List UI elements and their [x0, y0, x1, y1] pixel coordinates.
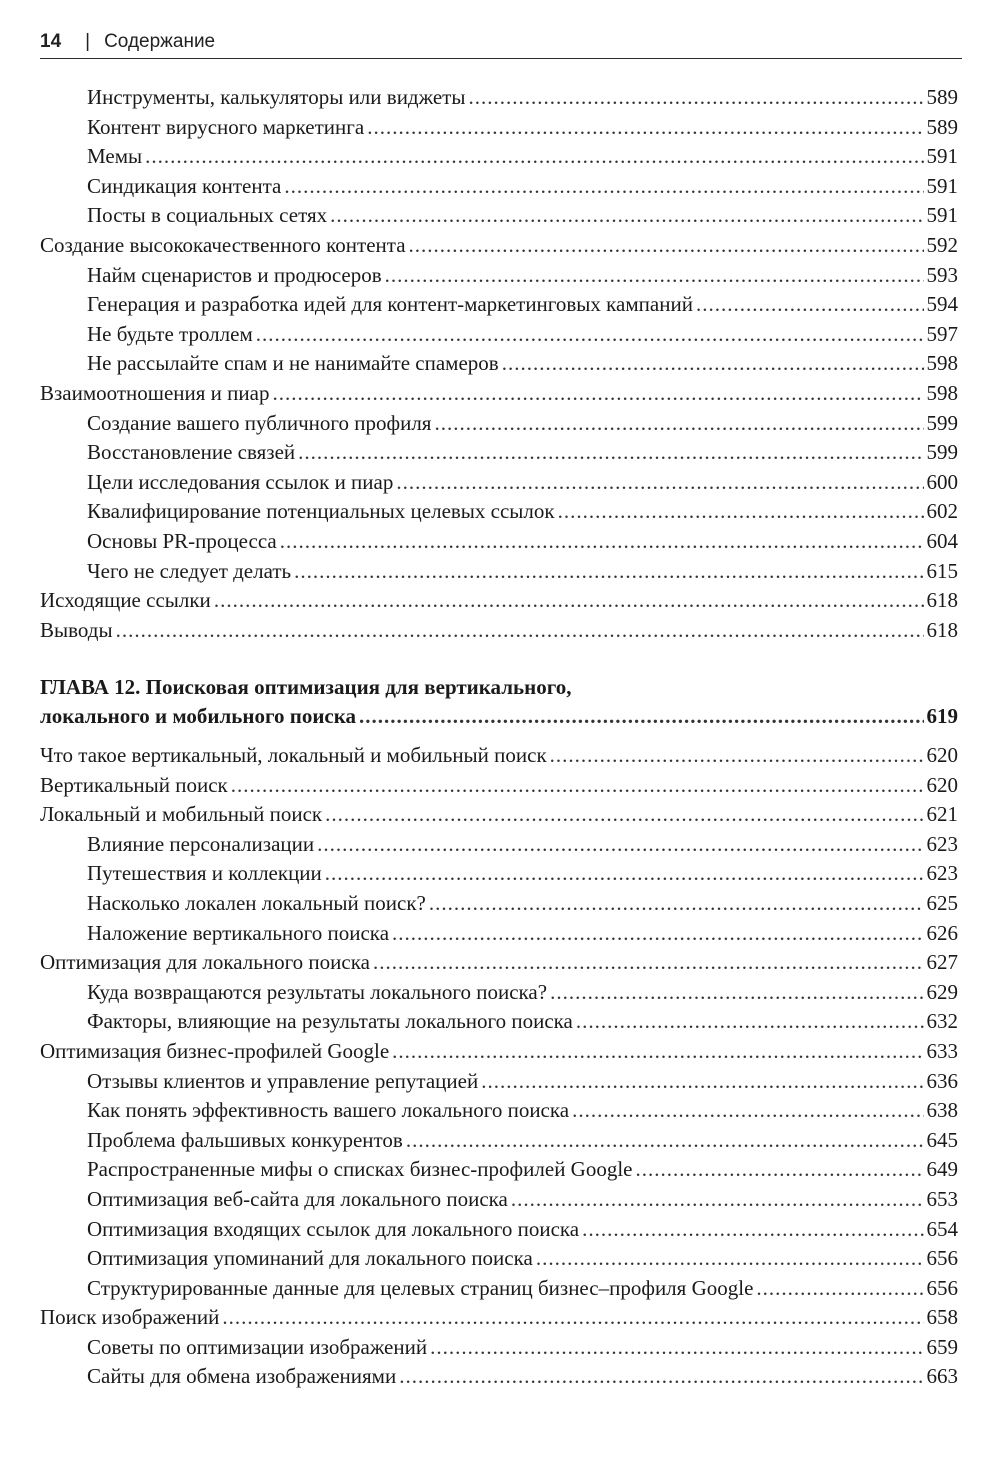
- toc-entry: [40, 438, 958, 468]
- toc-entry-title: Исходящие ссылки: [40, 588, 211, 613]
- toc-entry-page: 599: [926, 440, 958, 465]
- dot-leader: [502, 349, 924, 379]
- toc-entry: [40, 616, 958, 646]
- toc-entry-title: Найм сценаристов и продюсеров: [87, 262, 382, 287]
- toc-entry-title: Выводы: [40, 617, 113, 642]
- toc-entry-page: 598: [926, 351, 958, 376]
- toc-entry-title: Не рассылайте спам и не нанимайте спамеров: [87, 351, 499, 376]
- dot-leader: [222, 1303, 923, 1333]
- toc-entry-page: 591: [926, 144, 958, 169]
- toc-entry-page: 629: [926, 979, 958, 1004]
- toc-entry: [40, 1185, 958, 1215]
- dot-leader: [392, 919, 923, 949]
- toc-entry-title: Отзывы клиентов и управление репутацией: [87, 1068, 479, 1093]
- toc-entry-title: Проблема фальшивых конкурентов: [87, 1127, 403, 1152]
- toc-entry-page: 659: [926, 1334, 958, 1359]
- dot-leader: [317, 830, 923, 860]
- chapter-heading: [40, 673, 958, 731]
- dot-leader: [272, 379, 923, 409]
- dot-leader: [284, 172, 923, 202]
- toc-entry-page: 618: [926, 588, 958, 613]
- toc-entry-title: Распространенные мифы о списках бизнес-профилей Google: [87, 1157, 633, 1182]
- dot-leader: [325, 859, 924, 889]
- toc-entry: [40, 1244, 958, 1274]
- toc-entry-page: 633: [926, 1038, 958, 1063]
- toc-entry-title: Оптимизация упоминаний для локального поиска: [87, 1246, 533, 1271]
- toc-entry: [40, 261, 958, 291]
- toc-entry-page: 589: [926, 114, 958, 139]
- dot-leader: [116, 616, 924, 646]
- toc-entry-title: Структурированные данные для целевых страниц бизнес–профиля Google: [87, 1275, 754, 1300]
- toc-entry-page: 656: [926, 1275, 958, 1300]
- toc-entry-title: Не будьте троллем: [87, 321, 253, 346]
- dot-leader: [572, 1096, 923, 1126]
- toc-entry-page: 627: [926, 950, 958, 975]
- header-separator: |: [85, 31, 91, 52]
- toc-entry-title: Контент вирусного маркетинга: [87, 114, 365, 139]
- dot-leader: [280, 527, 924, 557]
- toc-entry-page: 602: [926, 499, 958, 524]
- toc-entry: [40, 978, 958, 1008]
- dot-leader: [636, 1155, 924, 1185]
- toc-entry-page: 656: [926, 1246, 958, 1271]
- dot-leader: [550, 741, 924, 771]
- dot-leader: [385, 261, 924, 291]
- toc-entry-title: Генерация и разработка идей для контент-маркетинговых кампаний: [87, 292, 693, 317]
- chapter-page: 619: [926, 704, 958, 728]
- toc-entry-page: 600: [926, 469, 958, 494]
- toc-entry-title: Основы PR-процесса: [87, 528, 277, 553]
- toc-entry-page: 632: [926, 1009, 958, 1034]
- toc-entry-title: Квалифицирование потенциальных целевых ссылок: [87, 499, 555, 524]
- toc-entry-page: 594: [926, 292, 958, 317]
- dot-leader: [294, 557, 923, 587]
- dot-leader: [298, 438, 923, 468]
- dot-leader: [558, 497, 924, 527]
- dot-leader: [330, 201, 923, 231]
- dot-leader: [434, 409, 923, 439]
- chapter-title-line2: локального и мобильного поиска: [40, 704, 357, 728]
- toc-entry-title: Насколько локален локальный поиск?: [87, 890, 426, 915]
- toc-entry: [40, 889, 958, 919]
- dot-leader: [145, 142, 923, 172]
- toc-entry: [40, 468, 958, 498]
- toc-entry-page: 658: [926, 1305, 958, 1330]
- dot-leader: [399, 1362, 923, 1392]
- dot-leader: [256, 320, 924, 350]
- toc-entry: [40, 800, 958, 830]
- toc-entry-page: 620: [926, 743, 958, 767]
- toc-entry: [40, 1155, 958, 1185]
- dot-leader: [696, 290, 924, 320]
- toc-entry-title: Оптимизация для локального поиска: [40, 950, 370, 975]
- toc-entry-title: Куда возвращаются результаты локального поиска?: [87, 979, 548, 1004]
- toc-entry-page: 599: [926, 410, 958, 435]
- toc-entry-page: 654: [926, 1216, 958, 1241]
- toc-entry-page: 604: [926, 528, 958, 553]
- toc-entry: [40, 586, 958, 616]
- toc-entry-title: Восстановление связей: [87, 440, 296, 465]
- dot-leader: [396, 468, 923, 498]
- toc-entry: [40, 1215, 958, 1245]
- toc-entry-title: Синдикация контента: [87, 173, 282, 198]
- toc-entry-page: 592: [926, 232, 958, 257]
- toc-entry-page: 593: [926, 262, 958, 287]
- toc-entry-page: 649: [926, 1157, 958, 1182]
- toc-entry: [40, 1067, 958, 1097]
- dot-leader: [392, 1037, 923, 1067]
- dot-leader: [430, 1333, 923, 1363]
- toc-entry: [40, 290, 958, 320]
- dot-leader: [582, 1215, 923, 1245]
- toc-entry: [40, 1274, 958, 1304]
- toc-entry-title: Сайты для обмена изображениями: [87, 1364, 397, 1389]
- dot-leader: [576, 1007, 924, 1037]
- toc-entry-page: 598: [926, 380, 958, 405]
- toc-entry-page: 591: [926, 203, 958, 228]
- toc-entry: [40, 142, 958, 172]
- dot-leader: [468, 83, 923, 113]
- toc-entry: [40, 409, 958, 439]
- toc-entry: [40, 948, 958, 978]
- toc-entry-title: Советы по оптимизации изображений: [87, 1334, 428, 1359]
- toc-entry-title: Цели исследования ссылок и пиар: [87, 469, 394, 494]
- toc-entry-title: Вертикальный поиск: [40, 772, 228, 797]
- toc-list-part1: [40, 83, 958, 645]
- toc-entry: [40, 741, 958, 771]
- toc-entry: [40, 557, 958, 587]
- toc-entry-page: 620: [926, 772, 958, 797]
- dot-leader: [214, 586, 924, 616]
- dot-leader: [429, 889, 924, 919]
- toc-entry: [40, 349, 958, 379]
- toc-entry-title: Инструменты, калькуляторы или виджеты: [87, 85, 466, 109]
- toc-entry-title: Путешествия и коллекции: [87, 861, 322, 886]
- toc-entry-page: 625: [926, 890, 958, 915]
- toc-entry: [40, 1007, 958, 1037]
- running-header: [40, 28, 962, 59]
- toc-entry: [40, 1037, 958, 1067]
- toc-entry-page: 623: [926, 861, 958, 886]
- dot-leader: [550, 978, 923, 1008]
- toc-entry-page: 621: [926, 802, 958, 827]
- toc-entry-title: Что такое вертикальный, локальный и мобильный поиск: [40, 743, 547, 767]
- toc-entry: [40, 527, 958, 557]
- toc-entry: [40, 771, 958, 801]
- dot-leader: [481, 1067, 923, 1097]
- dot-leader: [409, 231, 924, 261]
- toc-entry: [40, 320, 958, 350]
- toc-entry-page: 615: [926, 558, 958, 583]
- chapter-title-line2-row: [40, 702, 958, 731]
- toc-entry-title: Локальный и мобильный поиск: [40, 802, 323, 827]
- chapter-title-line1: ГЛАВА 12. Поисковая оптимизация для вертикального,: [40, 675, 572, 699]
- toc-entry: [40, 201, 958, 231]
- toc-entry: [40, 231, 958, 261]
- dot-leader: [367, 113, 923, 143]
- toc-entry: [40, 859, 958, 889]
- toc-entry-title: Наложение вертикального поиска: [87, 920, 390, 945]
- toc-entry-title: Взаимоотношения и пиар: [40, 380, 270, 405]
- toc-entry-title: Посты в социальных сетях: [87, 203, 328, 228]
- toc-entry-page: 626: [926, 920, 958, 945]
- dot-leader: [373, 948, 924, 978]
- toc-entry-page: 597: [926, 321, 958, 346]
- dot-leader: [231, 771, 924, 801]
- dot-leader: [359, 702, 923, 731]
- toc-entry-title: Как понять эффективность вашего локального поиска: [87, 1098, 570, 1123]
- toc-entry-page: 638: [926, 1098, 958, 1123]
- toc-entry-title: Чего не следует делать: [87, 558, 292, 583]
- toc-entry-page: 618: [926, 617, 958, 642]
- toc-entry: [40, 1303, 958, 1333]
- dot-leader: [325, 800, 923, 830]
- dot-leader: [511, 1185, 924, 1215]
- toc-entry-title: Оптимизация веб-сайта для локального поиска: [87, 1186, 508, 1211]
- toc-entry: [40, 172, 958, 202]
- toc-entry: [40, 1333, 958, 1363]
- toc-entry-title: Влияние персонализации: [87, 831, 315, 856]
- toc-entry: [40, 919, 958, 949]
- dot-leader: [756, 1274, 923, 1304]
- toc-entry-page: 663: [926, 1364, 958, 1389]
- toc-entry-title: Мемы: [87, 144, 143, 169]
- toc-entry: [40, 830, 958, 860]
- toc-entry: [40, 83, 958, 113]
- toc-entry-page: 623: [926, 831, 958, 856]
- toc-entry-title: Поиск изображений: [40, 1305, 220, 1330]
- toc-entry: [40, 1126, 958, 1156]
- toc-entry-title: Оптимизация входящих ссылок для локального поиска: [87, 1216, 580, 1241]
- toc-entry-page: 636: [926, 1068, 958, 1093]
- toc-entry: [40, 497, 958, 527]
- toc-entry-title: Создание вашего публичного профиля: [87, 410, 432, 435]
- toc-entry-title: Факторы, влияющие на результаты локального поиска: [87, 1009, 573, 1034]
- section-title: Содержание: [104, 31, 216, 52]
- dot-leader: [536, 1244, 924, 1274]
- toc-entry: [40, 113, 958, 143]
- toc-entry: [40, 379, 958, 409]
- toc-entry: [40, 1362, 958, 1392]
- toc-entry-page: 645: [926, 1127, 958, 1152]
- toc-entry: [40, 1096, 958, 1126]
- toc-entry-title: Оптимизация бизнес-профилей Google: [40, 1038, 390, 1063]
- toc-entry-page: 591: [926, 173, 958, 198]
- toc-entry-page: 653: [926, 1186, 958, 1211]
- toc-list-part2: [40, 741, 958, 1392]
- dot-leader: [406, 1126, 924, 1156]
- toc-entry-title: Создание высококачественного контента: [40, 232, 406, 257]
- toc-entry-page: 589: [926, 85, 958, 109]
- page-number: 14: [40, 31, 62, 52]
